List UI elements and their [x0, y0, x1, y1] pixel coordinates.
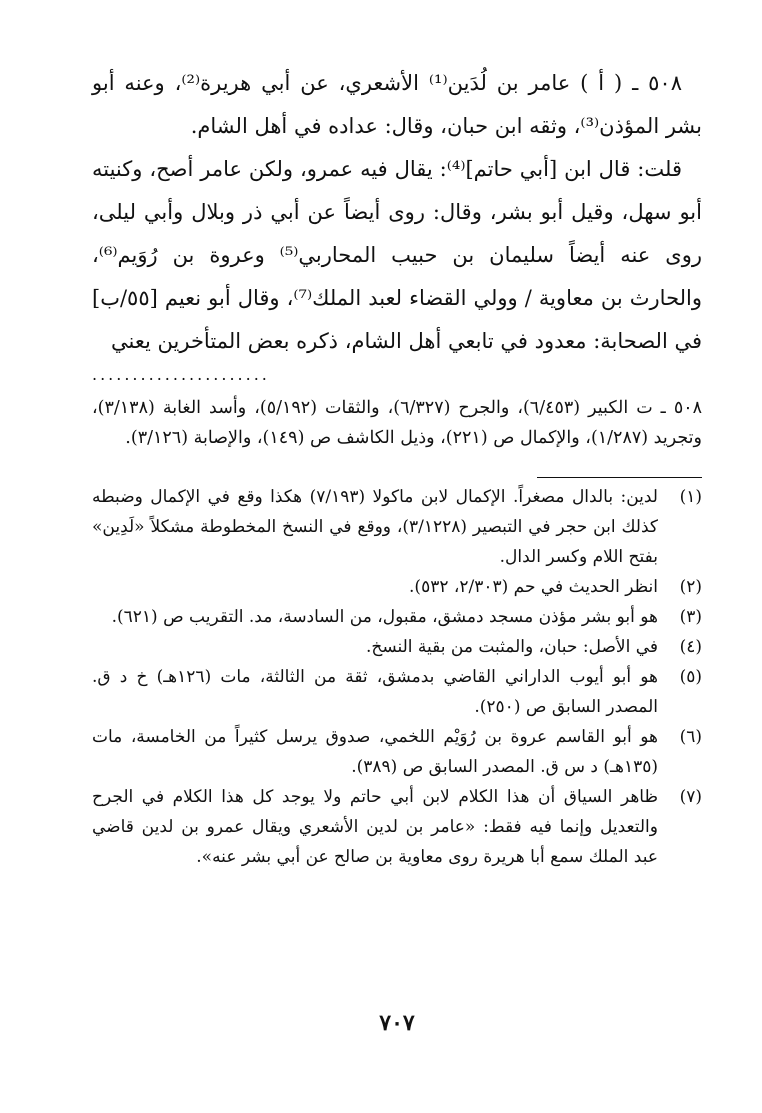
- footnote: [92, 572, 702, 602]
- footnote-text: انظر الحديث في حم (٢/٣٠٣، ٥٣٢).: [409, 577, 658, 597]
- page-body: [92, 62, 702, 1073]
- footnote-rule: [537, 477, 702, 478]
- footnotes: [92, 482, 702, 872]
- sources-paragraph: ٥٠٨ ـ ت الكبير (٦/٤٥٣)، والجرح (٦/٣٢٧)، والثقات (٥/١٩٢)، وأسد الغابة (٣/١٣٨)، وتجريد (١/٢٨٧)، والإكمال ص (٢٢١)، وذيل الكاشف ص (١٤٩)، والإصابة (٣/١٢٦).: [92, 398, 703, 448]
- footnote-text: هو أبو بشر مؤذن مسجد دمشق، مقبول، من السادسة، مد. التقريب ص (٦٢١).: [111, 607, 658, 627]
- footnote-text: لدين: بالدال مصغراً. الإكمال لابن ماكولا (٧/١٩٣) هكذا وقع في الإكمال وضبطه كذلك ابن حجر في التبصير (٣/١٢٢٨)، ووقع في النسخ المخطوطة مشكلاً «لَدِين» بفتح اللام وكسر الدال.: [92, 487, 658, 567]
- footnote-number: (١): [679, 487, 702, 507]
- footnote: [92, 482, 702, 572]
- footnote-text: في الأصل: حبان، والمثبت من بقية النسخ.: [365, 637, 658, 657]
- footnote-text: ظاهر السياق أن هذا الكلام لابن أبي حاتم ولا يوجد كل هذا الكلام في الجرح والتعديل وإنما فيه فقط: «عامر بن لدين الأشعري ويقال عمرو بن لدين قاضي عبد الملك سمع أبا هريرة روى معاوية بن صالح عن أبي بشر عنه».: [92, 787, 658, 867]
- separator-dots: ......................: [92, 365, 270, 384]
- footnote-number: (٢): [679, 577, 702, 597]
- comment-paragraph: قلت: قال ابن [أبي حاتم]⁽⁴⁾: يقال فيه عمرو، ولكن عامر أصح، وكنيته أبو سهل، وقيل أبو بشر، وقال: روى أيضاً عن أبي ذر وبلال وأبي ليلى، روى عنه أيضاً سليمان بن حبيب المحاربي⁽⁵⁾ وعروة بن رُوَيم⁽⁶⁾، والحارث بن معاوية / وولي القضاء لعبد الملك⁽⁷⁾، وقال أبو نعيم [٥٥/ب] في الصحابة: معدود في تابعي أهل الشام، ذكره بعض المتأخرين يعني: [92, 157, 702, 353]
- footnote-number: (٥): [679, 667, 702, 687]
- footnote-number: (٦): [679, 727, 702, 747]
- footnote: [92, 662, 702, 722]
- footnote-number: (٧): [679, 787, 702, 807]
- main-text: [92, 62, 702, 363]
- footnote: [92, 602, 702, 632]
- footnote: [92, 782, 702, 872]
- footnote-number: (٣): [679, 607, 702, 627]
- footnote-text: هو أبو القاسم عروة بن رُوَيْم اللخمي، صدوق يرسل كثيراً من الخامسة، مات (١٣٥هـ) د س ق. المصدر السابق ص (٣٨٩).: [92, 727, 658, 777]
- page-number: ٧٠٧: [379, 1010, 415, 1036]
- footnote-text: هو أبو أيوب الداراني القاضي بدمشق، ثقة من الثالثة، مات (١٢٦هـ) خ د ق. المصدر السابق ص (٢٥٠).: [92, 667, 659, 717]
- entry-paragraph: ٥٠٨ ـ ( أ ) عامر بن لُدَين⁽¹⁾ الأشعري، عن أبي هريرة⁽²⁾، وعنه أبو بشر المؤذن⁽³⁾، وثقه ابن حبان، وقال: عداده في أهل الشام.: [92, 71, 702, 138]
- footnote: [92, 632, 702, 662]
- footnote: [92, 722, 702, 782]
- footnote-number: (٤): [679, 637, 702, 657]
